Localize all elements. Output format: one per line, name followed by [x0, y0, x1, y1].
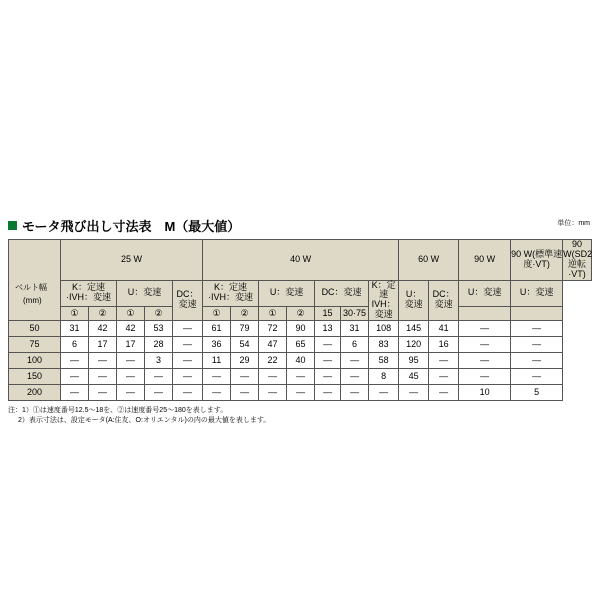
page-title: モータ飛び出し寸法表 M（最大値） — [22, 219, 241, 234]
belt-width-header — [9, 240, 61, 321]
cell: — — [117, 385, 145, 401]
cell: 28 — [145, 337, 173, 353]
cell: 72 — [259, 321, 287, 337]
cell: 45 — [399, 369, 429, 385]
table-header-power-row — [9, 240, 592, 281]
cell: 61 — [203, 321, 231, 337]
subgroup-60w-u: U： 変速 — [399, 280, 429, 321]
cell: 17 — [117, 337, 145, 353]
cell: 65 — [287, 337, 315, 353]
subgroup-90w-dc: DC： 変速 — [429, 280, 459, 321]
index-40w-dc-30-75: 30·75 — [341, 307, 369, 321]
cell: 31 — [341, 321, 369, 337]
cell: — — [287, 369, 315, 385]
subgroup-25w-dc: DC： 変速 — [173, 280, 203, 321]
cell: — — [145, 369, 173, 385]
cell: 47 — [259, 337, 287, 353]
motor-protrusion-table — [8, 239, 592, 401]
index-25w-k-2: ② — [89, 307, 117, 321]
cell: 11 — [203, 353, 231, 369]
index-40w-u-2: ② — [287, 307, 315, 321]
cell: — — [459, 353, 511, 369]
subgroup-40w-u: U：変速 — [259, 280, 315, 307]
index-40w-k-2: ② — [231, 307, 259, 321]
cell: — — [511, 353, 563, 369]
cell: 8 — [369, 369, 399, 385]
belt-width-label-1: ベルト幅 — [15, 283, 47, 293]
unit-note: 単位：mm — [557, 220, 590, 227]
cell: 31 — [61, 321, 89, 337]
cell: 3 — [145, 353, 173, 369]
cell: 90 — [287, 321, 315, 337]
belt-width-label-2: (mm) — [23, 296, 42, 306]
table-row — [9, 369, 592, 385]
cell: — — [287, 385, 315, 401]
cell: — — [341, 385, 369, 401]
group-header-90w: 90 W — [459, 240, 511, 281]
group-header-90w-sd2: 90 W(SD2逆転·VT) — [563, 239, 593, 279]
cell: — — [61, 353, 89, 369]
cell: 6 — [61, 337, 89, 353]
group-header-60w: 60 W — [399, 240, 459, 281]
cell: — — [459, 337, 511, 353]
cell: — — [459, 321, 511, 337]
cell: 41 — [429, 321, 459, 337]
cell: — — [173, 369, 203, 385]
group-header-25w: 25 W — [61, 240, 203, 281]
cell: — — [89, 353, 117, 369]
table-header-subgroup-row — [9, 280, 592, 307]
index-90w-std-blank — [459, 307, 511, 321]
cell: — — [315, 353, 341, 369]
cell: 42 — [89, 321, 117, 337]
footnotes — [8, 406, 592, 425]
cell: 83 — [369, 337, 399, 353]
cell: 16 — [429, 337, 459, 353]
cell: 17 — [89, 337, 117, 353]
footnote-1: 注：1）①は速度番号12.5〜18を、②は速度番号25〜180を表します。 — [8, 407, 228, 415]
cell: — — [203, 369, 231, 385]
cell: — — [315, 385, 341, 401]
index-40w-k-1: ① — [203, 307, 231, 321]
group-header-40w: 40 W — [203, 240, 399, 281]
cell: 58 — [369, 353, 399, 369]
table-row — [9, 337, 592, 353]
cell: 6 — [341, 337, 369, 353]
cell: — — [89, 369, 117, 385]
spec-table-block — [8, 216, 592, 425]
subgroup-60w-k-ivh: K：定速 IVH：変速 — [369, 280, 399, 321]
footnote-2: 2）表示寸法は、設定モータ(A:住友、O:オリエンタル)の内の最大値を表します。 — [18, 416, 271, 424]
cell: 120 — [399, 337, 429, 353]
index-25w-u-1: ① — [117, 307, 145, 321]
index-90w-sd2-blank — [511, 307, 563, 321]
table-row — [9, 321, 592, 337]
cell: 42 — [117, 321, 145, 337]
cell: — — [173, 337, 203, 353]
cell: 10 — [459, 385, 511, 401]
cell: — — [429, 385, 459, 401]
cell: — — [203, 385, 231, 401]
cell: — — [61, 385, 89, 401]
cell: — — [259, 385, 287, 401]
cell: — — [399, 385, 429, 401]
cell: — — [511, 337, 563, 353]
group-header-90w-std: 90 W(標準速度·VT) — [511, 240, 563, 281]
cell: — — [315, 369, 341, 385]
cell: — — [89, 385, 117, 401]
row-belt-width: 75 — [9, 337, 61, 353]
cell: 79 — [231, 321, 259, 337]
cell: — — [117, 353, 145, 369]
cell: 5 — [511, 385, 563, 401]
cell: 29 — [231, 353, 259, 369]
cell: — — [429, 353, 459, 369]
title-bullet-icon — [8, 221, 17, 230]
index-40w-dc-15: 15 — [315, 307, 341, 321]
row-belt-width: 50 — [9, 321, 61, 337]
cell: — — [511, 321, 563, 337]
subgroup-90w-std-u: U：変速 — [459, 280, 511, 307]
cell: 145 — [399, 321, 429, 337]
table-row — [9, 385, 592, 401]
table-row — [9, 353, 592, 369]
table-header-index-row — [9, 307, 592, 321]
cell: — — [341, 369, 369, 385]
cell: — — [173, 321, 203, 337]
cell: 108 — [369, 321, 399, 337]
cell: — — [173, 353, 203, 369]
cell: 13 — [315, 321, 341, 337]
subgroup-25w-k-ivh: K：定速·IVH：変速 — [61, 280, 117, 307]
subgroup-90w-sd2-u: U：変速 — [511, 280, 563, 307]
cell: 95 — [399, 353, 429, 369]
row-belt-width: 150 — [9, 369, 61, 385]
cell: 53 — [145, 321, 173, 337]
cell: — — [315, 337, 341, 353]
cell: — — [231, 385, 259, 401]
cell: — — [459, 369, 511, 385]
cell: — — [145, 385, 173, 401]
section-title — [8, 216, 592, 235]
index-25w-u-2: ② — [145, 307, 173, 321]
cell: 54 — [231, 337, 259, 353]
cell: — — [173, 385, 203, 401]
cell: 40 — [287, 353, 315, 369]
index-25w-k-1: ① — [61, 307, 89, 321]
cell: — — [369, 385, 399, 401]
cell: 22 — [259, 353, 287, 369]
subgroup-40w-dc: DC：変速 — [315, 280, 369, 307]
cell: — — [61, 369, 89, 385]
cell: 36 — [203, 337, 231, 353]
subgroup-40w-k-ivh: K：定速·IVH：変速 — [203, 280, 259, 307]
subgroup-25w-u: U：変速 — [117, 280, 173, 307]
row-belt-width: 100 — [9, 353, 61, 369]
cell: — — [511, 369, 563, 385]
cell: — — [341, 353, 369, 369]
cell: — — [117, 369, 145, 385]
row-belt-width: 200 — [9, 385, 61, 401]
cell: — — [231, 369, 259, 385]
cell: — — [259, 369, 287, 385]
cell: — — [429, 369, 459, 385]
index-40w-u-1: ① — [259, 307, 287, 321]
